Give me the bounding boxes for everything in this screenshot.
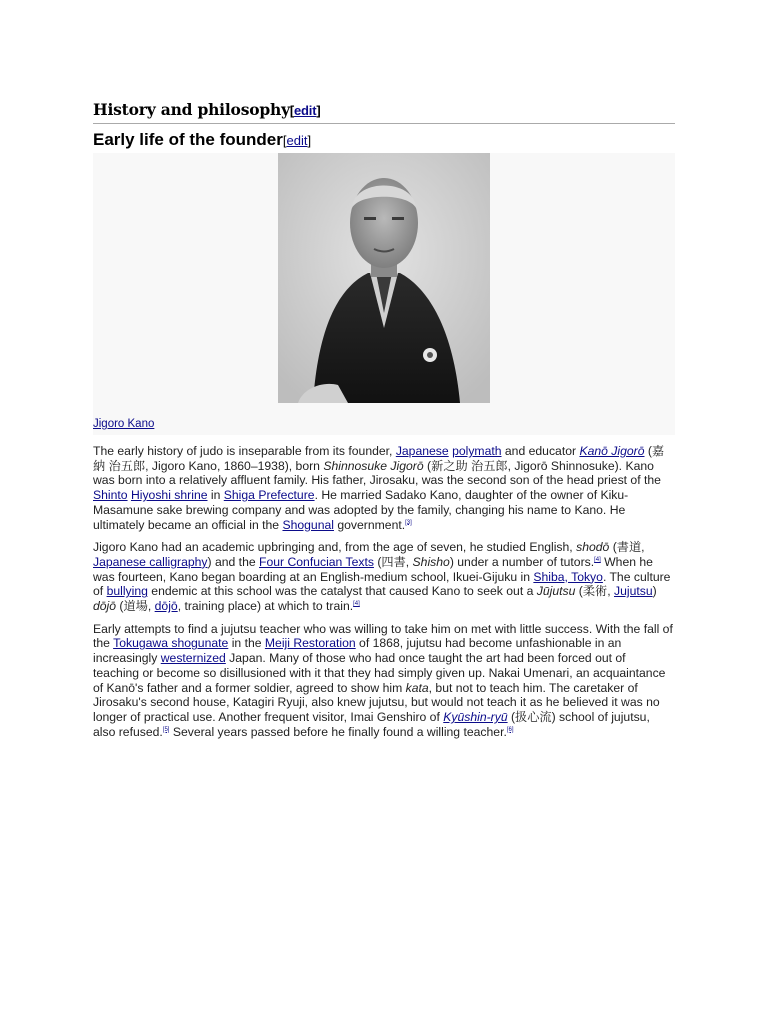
subsection-edit-bracket-open: [ bbox=[282, 133, 287, 148]
text: and educator bbox=[501, 444, 580, 458]
section-heading bbox=[93, 100, 675, 124]
text: in the bbox=[228, 636, 265, 651]
reference-link[interactable]: [3] bbox=[405, 519, 412, 526]
text: When he was fourteen, Kano began boarding at an English-medium school, Ikuei-Gijuku in bbox=[93, 554, 653, 584]
text: ) bbox=[652, 584, 657, 599]
text: The early history of judo is inseparable from its founder, bbox=[93, 444, 396, 458]
text: , training place) at which to train. bbox=[177, 599, 354, 614]
text: endemic at this school was the catalyst that caused Kano to seek out a bbox=[147, 584, 537, 599]
article-body bbox=[93, 444, 675, 739]
link-jujutsu[interactable]: Jujutsu bbox=[614, 584, 653, 599]
italic-text: Shinnosuke Jigorō bbox=[323, 458, 424, 473]
paragraph-1 bbox=[93, 444, 675, 532]
link-japanese[interactable]: Japanese bbox=[395, 444, 449, 458]
text: (新之助 治五郎, Jigorō Shinnosuke). Kano was born into a relatively affluent family. His father, Jirosaku, was the second son of the head priest of the bbox=[93, 458, 661, 488]
text: Japan. Many of those who had once taught the art had been forced out of teaching or become so disillusioned with it that they had simply given up. Nakai Umenari, an acquaintance of Kanō's father and a former soldier, agreed to show him bbox=[93, 651, 666, 695]
reference-link[interactable]: [4] bbox=[353, 600, 360, 607]
italic-text: dōjō bbox=[93, 599, 117, 614]
subsection-edit-bracket-close: ] bbox=[307, 133, 312, 148]
paragraph-3 bbox=[93, 622, 675, 740]
italic-text: Jūjutsu bbox=[536, 584, 576, 599]
subsection-heading bbox=[93, 129, 675, 152]
link-japanese-calligraphy[interactable]: Japanese calligraphy bbox=[93, 554, 208, 569]
link-bullying[interactable]: bullying bbox=[106, 584, 148, 599]
link-hiyoshi-shrine[interactable]: Hiyoshi shrine bbox=[130, 488, 208, 503]
italic-text: kata bbox=[405, 680, 429, 695]
text: government. bbox=[333, 517, 406, 532]
link-kyushin-ryu[interactable]: Kyūshin-ryū bbox=[443, 709, 508, 724]
reference-link[interactable]: [5] bbox=[162, 726, 170, 733]
link-shinto[interactable]: Shinto bbox=[93, 488, 128, 503]
text: (書道, bbox=[609, 540, 645, 555]
figure-caption-link[interactable]: Jigoro Kano bbox=[93, 418, 155, 430]
link-shiga-prefecture[interactable]: Shiga Prefecture bbox=[223, 488, 315, 503]
subsection-title: Early life of the founder bbox=[93, 130, 283, 149]
link-tokugawa-shogunate[interactable]: Tokugawa shogunate bbox=[113, 636, 229, 651]
section-title: History and philosophy bbox=[93, 100, 290, 119]
text: (道場, bbox=[116, 599, 155, 614]
text: Jigoro Kano had an academic upbringing and, from the age of seven, he studied English, bbox=[93, 540, 577, 555]
reference-link[interactable]: [6] bbox=[506, 726, 514, 733]
link-shiba-tokyo[interactable]: Shiba, Tokyo bbox=[533, 569, 603, 584]
italic-text: shodō bbox=[576, 540, 610, 555]
text: (柔術, bbox=[575, 584, 614, 599]
link-four-confucian-texts[interactable]: Four Confucian Texts bbox=[259, 554, 374, 569]
portrait-image bbox=[278, 153, 490, 403]
link-kano-jigoro[interactable]: Kanō Jigorō bbox=[579, 444, 645, 458]
paragraph-2 bbox=[93, 540, 675, 614]
text: (扱心流) school of jujutsu, also refused. bbox=[93, 709, 650, 739]
section-edit-link[interactable]: edit bbox=[294, 103, 317, 118]
section-edit-bracket-open: [ bbox=[289, 103, 295, 118]
link-westernized[interactable]: westernized bbox=[160, 651, 226, 666]
subsection-edit-link[interactable]: edit bbox=[286, 133, 308, 148]
text: , but not to teach him. The caretaker of Jirosaku's second house, Katagiri Ryuji, also knew jujutsu, but would not teach it as he believed it was no longer of practical use. Another frequent visitor, Imai Genshiro of bbox=[93, 680, 660, 724]
link-meiji-restoration[interactable]: Meiji Restoration bbox=[264, 636, 356, 651]
text: (嘉納 治五郎, Jigoro Kano, 1860–1938), born bbox=[93, 444, 665, 473]
text: (四書, bbox=[373, 554, 413, 569]
text: Early attempts to find a jujutsu teacher who was willing to take him on met with little success. With the fall of the bbox=[93, 621, 673, 651]
article bbox=[93, 100, 675, 747]
text: in bbox=[207, 488, 224, 503]
text: . He married Sadako Kano, daughter of the owner of Kiku-Masamune sake brewing company and was adopted by the family, changing his name to Kano. He ultimately became an official in the bbox=[93, 488, 629, 532]
text: Several years passed before he finally found a willing teacher. bbox=[169, 724, 507, 739]
portrait-photo[interactable] bbox=[278, 153, 490, 403]
italic-text: Shisho bbox=[412, 554, 450, 569]
text: ) and the bbox=[207, 554, 260, 569]
link-polymath[interactable]: polymath bbox=[452, 444, 502, 458]
section-edit-bracket-close: ] bbox=[316, 103, 321, 118]
text: ) under a number of tutors. bbox=[449, 554, 595, 569]
text: . The culture of bbox=[93, 569, 671, 599]
figure bbox=[93, 153, 675, 435]
link-shogunal[interactable]: Shogunal bbox=[282, 517, 334, 532]
text: of 1868, jujutsu had become unfashionable in an increasingly bbox=[93, 636, 622, 666]
link-dojo[interactable]: dōjō bbox=[154, 599, 178, 614]
reference-link[interactable]: [4] bbox=[594, 556, 601, 563]
